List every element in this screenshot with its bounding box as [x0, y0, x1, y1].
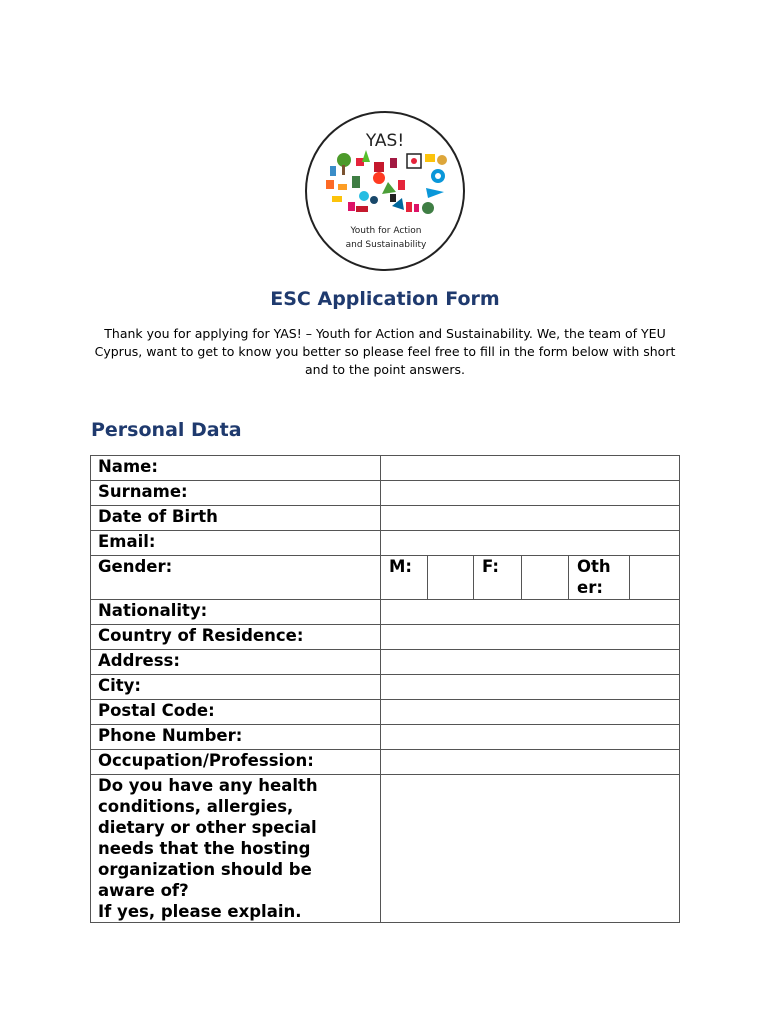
gender-m-field[interactable] [428, 556, 474, 599]
nationality-field[interactable] [381, 600, 680, 625]
phone-label: Phone Number: [91, 725, 381, 750]
logo-tagline-line2: and Sustainability [345, 240, 427, 250]
yas-logo [304, 110, 466, 272]
table-row [91, 600, 680, 625]
dob-field[interactable] [381, 506, 680, 531]
table-row [91, 481, 680, 506]
nationality-label: Nationality: [91, 600, 381, 625]
city-label: City: [91, 675, 381, 700]
table-row [91, 775, 680, 923]
health-label-line: conditions, allergies, [98, 797, 294, 816]
gender-label: Gender: [91, 556, 381, 600]
health-label-line: If yes, please explain. [98, 902, 302, 921]
email-field[interactable] [381, 531, 680, 556]
address-label: Address: [91, 650, 381, 675]
table-row [91, 700, 680, 725]
address-field[interactable] [381, 650, 680, 675]
health-label [91, 775, 381, 923]
section-title: Personal Data [91, 419, 242, 441]
gender-options [381, 556, 680, 600]
email-label: Email: [91, 531, 381, 556]
phone-field[interactable] [381, 725, 680, 750]
table-row [91, 456, 680, 481]
surname-field[interactable] [381, 481, 680, 506]
intro-text: Thank you for applying for YAS! – Youth for Action and Sustainability. We, the team of YEU Cyprus, want to get to know you better so please feel free to fill in the form below with short and to the point answers. [94, 326, 676, 377]
gender-other-line2: er: [577, 578, 603, 597]
health-field[interactable] [381, 775, 680, 923]
postal-field[interactable] [381, 700, 680, 725]
name-field[interactable] [381, 456, 680, 481]
city-field[interactable] [381, 675, 680, 700]
postal-label: Postal Code: [91, 700, 381, 725]
table-row [91, 750, 680, 775]
gender-other-field[interactable] [630, 556, 679, 599]
table-row [91, 506, 680, 531]
dob-label: Date of Birth [91, 506, 381, 531]
table-row [91, 675, 680, 700]
personal-data-table [90, 455, 680, 923]
logo-tagline-line1: Youth for Action [350, 226, 422, 236]
table-row [91, 625, 680, 650]
health-label-line: aware of? [98, 881, 189, 900]
table-row [91, 556, 680, 600]
occupation-label: Occupation/Profession: [91, 750, 381, 775]
health-label-line: organization should be [98, 860, 312, 879]
gender-other-line1: Oth [577, 557, 611, 576]
table-row [91, 725, 680, 750]
table-row [91, 650, 680, 675]
logo-title: YAS! [365, 131, 405, 151]
gender-m-label: M: [381, 556, 428, 599]
occupation-field[interactable] [381, 750, 680, 775]
gender-f-field[interactable] [522, 556, 569, 599]
country-label: Country of Residence: [91, 625, 381, 650]
country-field[interactable] [381, 625, 680, 650]
surname-label: Surname: [91, 481, 381, 506]
table-row [91, 531, 680, 556]
gender-f-label: F: [474, 556, 522, 599]
health-label-line: dietary or other special [98, 818, 317, 837]
form-title: ESC Application Form [270, 288, 500, 310]
name-label: Name: [91, 456, 381, 481]
health-label-line: needs that the hosting [98, 839, 311, 858]
health-label-line: Do you have any health [98, 776, 318, 795]
gender-other-label [569, 556, 630, 599]
